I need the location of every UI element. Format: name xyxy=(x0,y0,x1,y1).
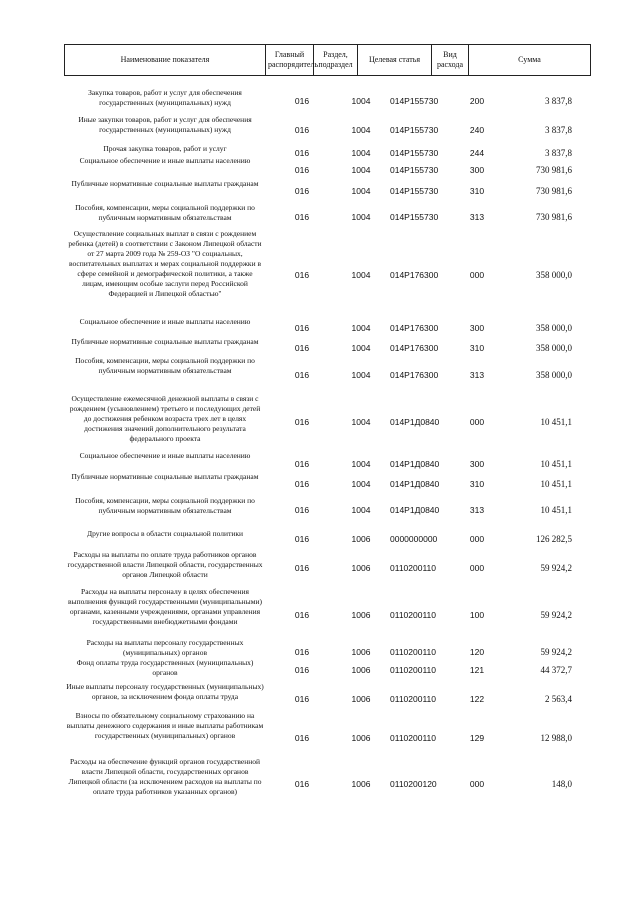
row-sum: 10 451,1 xyxy=(540,479,572,489)
header-razdel: Раздел, подраздел xyxy=(314,45,358,76)
row-vr: 000 xyxy=(469,417,485,427)
row-sum: 358 000,0 xyxy=(536,270,572,280)
row-razdel: 1006 xyxy=(351,694,371,704)
row-csr: 014P176300 xyxy=(390,343,439,353)
row-razdel: 1006 xyxy=(351,563,371,573)
row-vr: 120 xyxy=(469,647,485,657)
row-grbs: 016 xyxy=(294,96,310,106)
header-name: Наименование показателя xyxy=(65,45,266,76)
row-sum: 126 282,5 xyxy=(536,534,572,544)
row-grbs: 016 xyxy=(294,323,310,333)
row-csr: 014P155730 xyxy=(390,96,439,106)
row-name: Публичные нормативные социальные выплаты гражданам xyxy=(71,179,259,188)
row-name: Осуществление социальных выплат в связи с рождением ребенка (детей) в соответствии с Законом Липецкой области от 27 марта 2009 года № 259-ОЗ "О социальных, воспитательных выплатах и мерах социальной поддержки в сфере семейной и демографической политики, а также лицам, имеющим особые заслуги перед Российской Федерацией и Липецкой областью" xyxy=(68,229,262,298)
row-vr: 122 xyxy=(469,694,485,704)
row-sum: 2 563,4 xyxy=(545,694,572,704)
row-csr: 0000000000 xyxy=(390,534,438,544)
row-csr: 014P176300 xyxy=(390,270,439,280)
row-razdel: 1006 xyxy=(351,610,371,620)
row-csr: 014P1Д0840 xyxy=(390,417,440,427)
row-sum: 10 451,1 xyxy=(540,505,572,515)
row-vr: 121 xyxy=(469,665,485,675)
row-sum: 358 000,0 xyxy=(536,343,572,353)
row-razdel: 1004 xyxy=(351,212,371,222)
row-csr: 014P176300 xyxy=(390,323,439,333)
row-razdel: 1004 xyxy=(351,343,371,353)
row-sum: 148,0 xyxy=(551,779,572,789)
row-csr: 014P155730 xyxy=(390,212,439,222)
row-vr: 300 xyxy=(469,323,485,333)
row-vr: 313 xyxy=(469,505,485,515)
row-razdel: 1004 xyxy=(351,417,371,427)
row-csr: 014P155730 xyxy=(390,186,439,196)
row-csr: 014P155730 xyxy=(390,125,439,135)
row-grbs: 016 xyxy=(294,779,310,789)
row-csr: 0110200110 xyxy=(390,647,437,657)
row-sum: 3 837,8 xyxy=(545,148,572,158)
row-name: Социальное обеспечение и иные выплаты населению xyxy=(79,156,251,165)
row-vr: 310 xyxy=(469,343,485,353)
row-name: Иные закупки товаров, работ и услуг для обеспечения государственных (муниципальных) нужд xyxy=(78,115,252,134)
row-name: Пособия, компенсации, меры социальной поддержки по публичным нормативным обязательствам xyxy=(75,203,255,222)
row-razdel: 1004 xyxy=(351,370,371,380)
row-sum: 59 924,2 xyxy=(540,563,572,573)
row-grbs: 016 xyxy=(294,270,310,280)
row-name: Другие вопросы в области социальной политики xyxy=(86,529,244,538)
row-sum: 10 451,1 xyxy=(540,417,572,427)
row-razdel: 1004 xyxy=(351,323,371,333)
row-grbs: 016 xyxy=(294,505,310,515)
row-csr: 014P1Д0840 xyxy=(390,459,440,469)
row-vr: 000 xyxy=(469,563,485,573)
row-name: Пособия, компенсации, меры социальной поддержки по публичным нормативным обязательствам xyxy=(75,356,255,375)
row-name: Пособия, компенсации, меры социальной поддержки по публичным нормативным обязательствам xyxy=(75,496,255,515)
header-grbs: Главный распорядитель xyxy=(266,45,314,76)
row-sum: 44 372,7 xyxy=(540,665,572,675)
row-vr: 000 xyxy=(469,534,485,544)
row-razdel: 1006 xyxy=(351,665,371,675)
row-grbs: 016 xyxy=(294,694,310,704)
row-csr: 0110200110 xyxy=(390,563,437,573)
row-name: Расходы на выплаты персоналу государственных (муниципальных) органов xyxy=(86,638,244,657)
row-sum: 730 981,6 xyxy=(536,186,572,196)
row-vr: 000 xyxy=(469,270,485,280)
row-grbs: 016 xyxy=(294,647,310,657)
row-csr: 014P155730 xyxy=(390,165,439,175)
row-sum: 358 000,0 xyxy=(536,370,572,380)
row-vr: 300 xyxy=(469,165,485,175)
row-grbs: 016 xyxy=(294,125,310,135)
row-csr: 0110200110 xyxy=(390,665,437,675)
row-sum: 12 988,0 xyxy=(540,733,572,743)
row-razdel: 1004 xyxy=(351,505,371,515)
row-grbs: 016 xyxy=(294,534,310,544)
row-sum: 730 981,6 xyxy=(536,165,572,175)
row-name: Иные выплаты персоналу государственных (муниципальных) органов, за исключением фонда оплаты труда xyxy=(66,682,264,701)
row-sum: 10 451,1 xyxy=(540,459,572,469)
row-grbs: 016 xyxy=(294,148,310,158)
row-name: Социальное обеспечение и иные выплаты населению xyxy=(79,317,251,326)
row-razdel: 1004 xyxy=(351,186,371,196)
row-grbs: 016 xyxy=(294,370,310,380)
row-vr: 100 xyxy=(469,610,485,620)
row-grbs: 016 xyxy=(294,733,310,743)
row-razdel: 1006 xyxy=(351,733,371,743)
row-name: Осуществление ежемесячной денежной выплаты в связи с рождением (усыновлением) третьего и последующих детей до достижения ребенком возраста трех лет в целях достижения значений дополнительного результата федерального проекта xyxy=(69,394,261,443)
row-sum: 730 981,6 xyxy=(536,212,572,222)
row-razdel: 1004 xyxy=(351,165,371,175)
row-csr: 0110200110 xyxy=(390,694,437,704)
table-header xyxy=(64,44,591,76)
row-csr: 0110200110 xyxy=(390,610,437,620)
row-name: Расходы на выплаты по оплате труда работников органов государственной власти Липецкой области, государственных органов Липецкой области xyxy=(67,550,263,579)
row-razdel: 1006 xyxy=(351,647,371,657)
header-csr: Целевая статья xyxy=(358,45,432,76)
row-sum: 358 000,0 xyxy=(536,323,572,333)
row-vr: 244 xyxy=(469,148,485,158)
row-razdel: 1004 xyxy=(351,479,371,489)
row-vr: 300 xyxy=(469,459,485,469)
row-sum: 59 924,2 xyxy=(540,647,572,657)
row-razdel: 1004 xyxy=(351,96,371,106)
row-name: Прочая закупка товаров, работ и услуг xyxy=(103,144,227,153)
row-sum: 3 837,8 xyxy=(545,96,572,106)
row-name: Публичные нормативные социальные выплаты гражданам xyxy=(71,337,259,346)
row-razdel: 1006 xyxy=(351,779,371,789)
row-grbs: 016 xyxy=(294,417,310,427)
row-csr: 014P1Д0840 xyxy=(390,505,440,515)
row-grbs: 016 xyxy=(294,186,310,196)
row-grbs: 016 xyxy=(294,610,310,620)
row-vr: 129 xyxy=(469,733,485,743)
row-sum: 59 924,2 xyxy=(540,610,572,620)
row-vr: 200 xyxy=(469,96,485,106)
row-name: Фонд оплаты труда государственных (муниципальных) органов xyxy=(76,658,254,677)
row-grbs: 016 xyxy=(294,479,310,489)
row-razdel: 1004 xyxy=(351,270,371,280)
row-vr: 310 xyxy=(469,479,485,489)
row-name: Расходы на обеспечение функций органов государственной власти Липецкой области, государственных органов Липецкой области (за исключением расходов на выплаты по оплате труда работников указанных органов) xyxy=(68,757,262,796)
row-grbs: 016 xyxy=(294,165,310,175)
row-grbs: 016 xyxy=(294,563,310,573)
row-vr: 000 xyxy=(469,779,485,789)
row-razdel: 1004 xyxy=(351,459,371,469)
row-csr: 014P1Д0840 xyxy=(390,479,440,489)
row-csr: 014P155730 xyxy=(390,148,439,158)
row-csr: 0110200110 xyxy=(390,733,437,743)
row-grbs: 016 xyxy=(294,343,310,353)
row-razdel: 1004 xyxy=(351,125,371,135)
row-name: Социальное обеспечение и иные выплаты населению xyxy=(79,451,251,460)
row-grbs: 016 xyxy=(294,212,310,222)
row-grbs: 016 xyxy=(294,665,310,675)
row-name: Расходы на выплаты персоналу в целях обеспечения выполнения функций государственными (муниципальными) органами, казенными учреждениями, органами управления государственными внебюджетными фондами xyxy=(68,587,262,626)
row-csr: 014P176300 xyxy=(390,370,439,380)
row-razdel: 1004 xyxy=(351,148,371,158)
row-vr: 313 xyxy=(469,370,485,380)
row-name: Закупка товаров, работ и услуг для обеспечения государственных (муниципальных) нужд xyxy=(88,88,242,107)
row-vr: 240 xyxy=(469,125,485,135)
row-razdel: 1006 xyxy=(351,534,371,544)
header-sum: Сумма xyxy=(469,45,591,76)
row-vr: 310 xyxy=(469,186,485,196)
row-name: Публичные нормативные социальные выплаты гражданам xyxy=(71,472,259,481)
row-grbs: 016 xyxy=(294,459,310,469)
row-csr: 0110200120 xyxy=(390,779,437,789)
row-sum: 3 837,8 xyxy=(545,125,572,135)
row-vr: 313 xyxy=(469,212,485,222)
row-name: Взносы по обязательному социальному страхованию на выплаты денежного содержания и иные выплаты работникам государственных (муниципальных) органов xyxy=(66,711,264,740)
header-vr: Вид расхода xyxy=(432,45,469,76)
